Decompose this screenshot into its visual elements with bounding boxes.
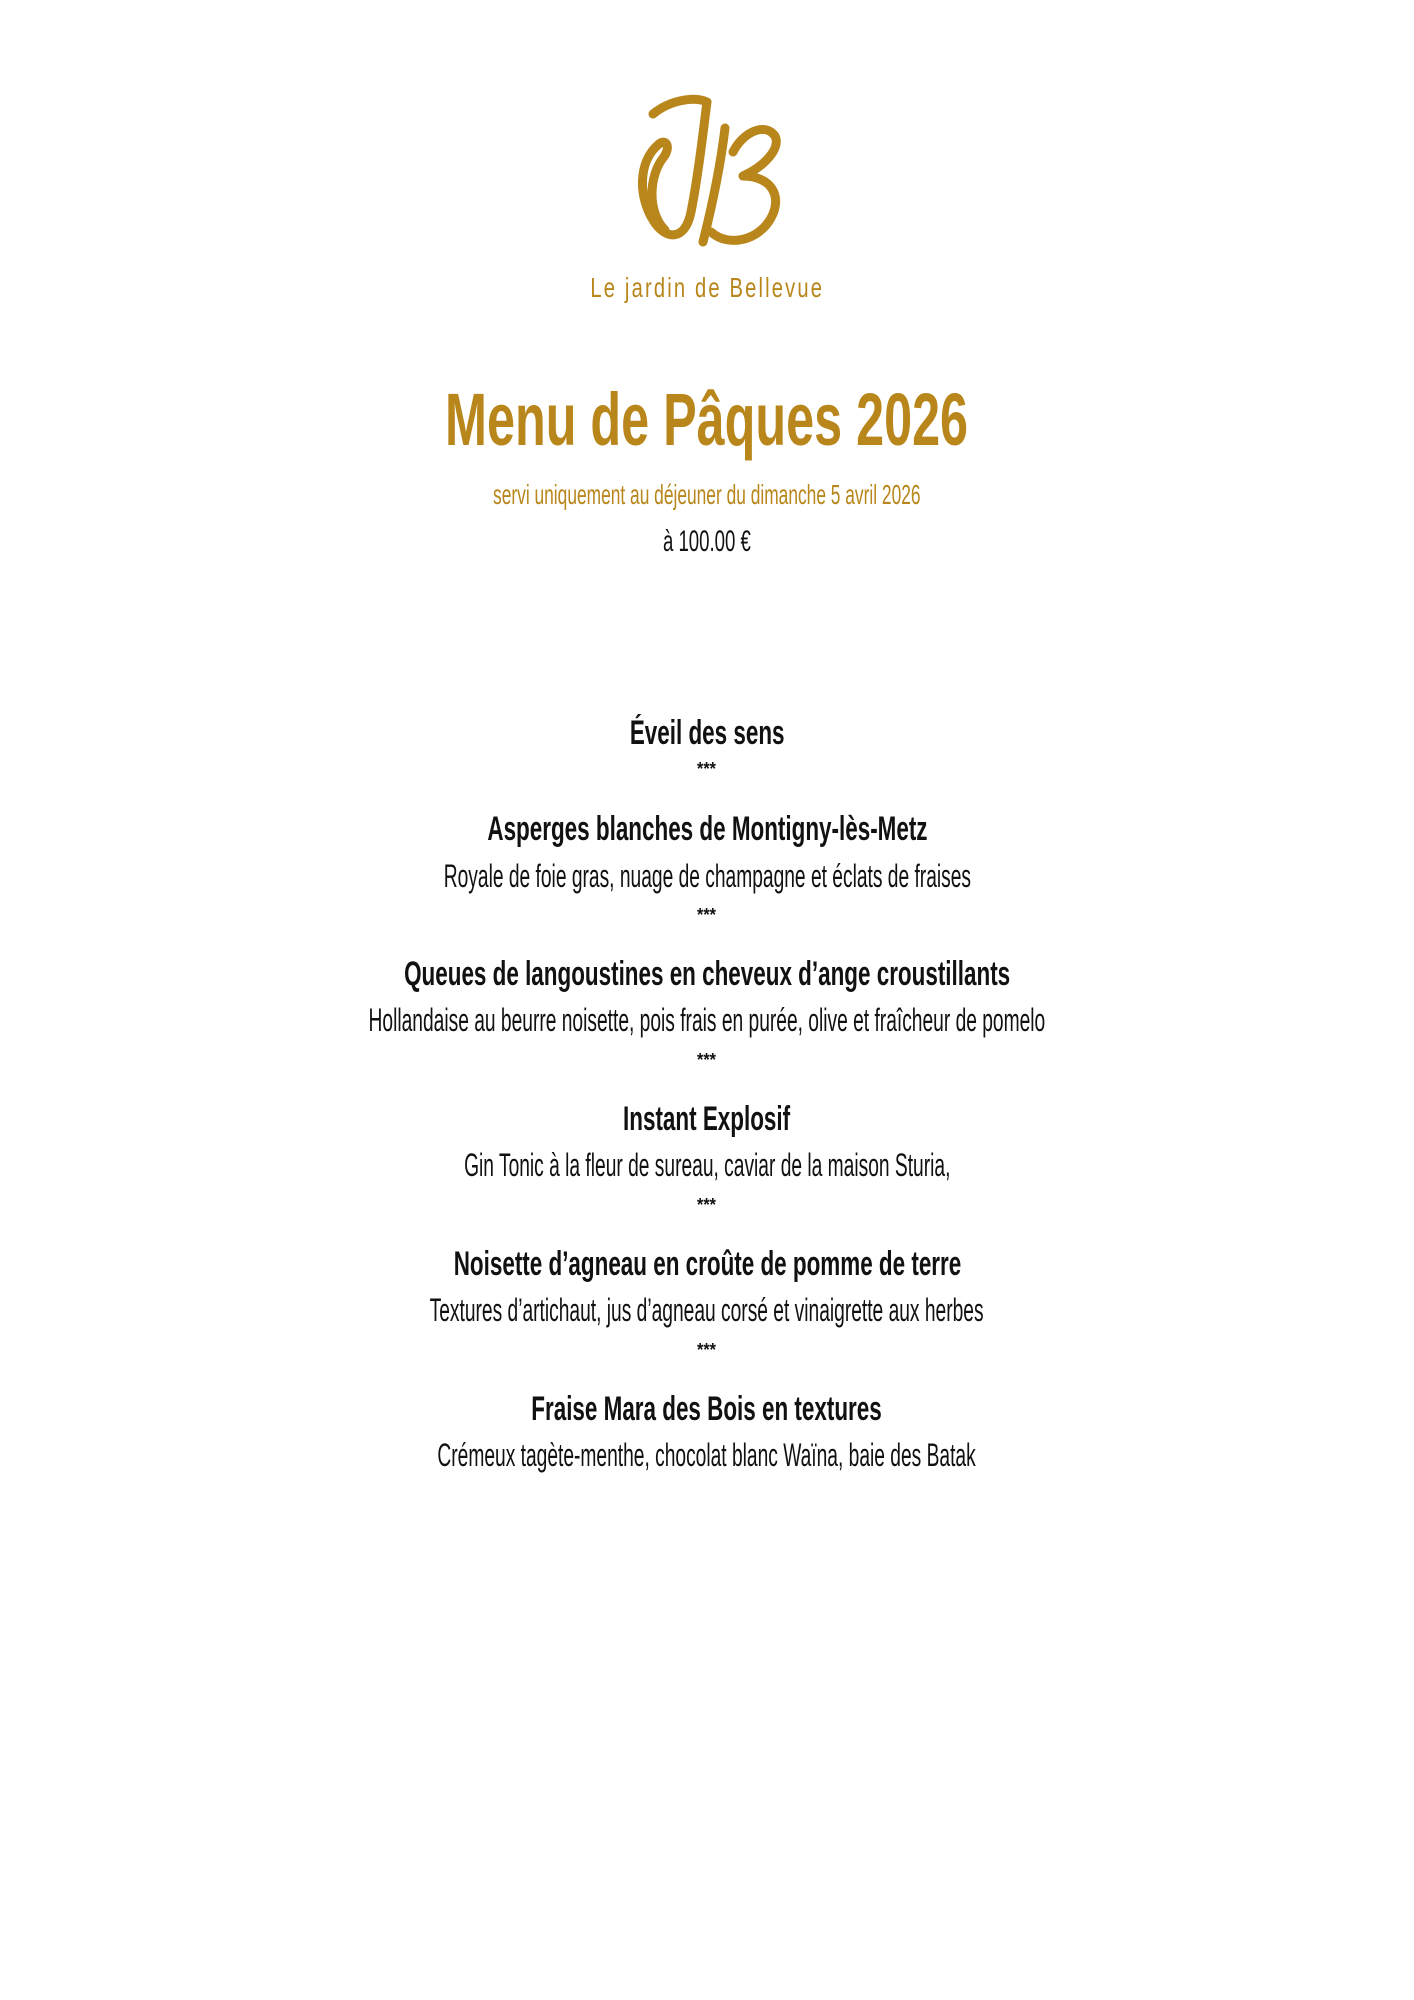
page-title: Menu de Pâques 2026 [445,378,969,461]
jb-monogram-logo-icon [625,92,795,262]
course-name: Asperges blanches de Montigny-lès-Metz [486,810,928,848]
course-separator: *** [697,1050,717,1070]
course-description: Crémeux tagète-menthe, chocolat blanc Waïna, baie des Batak [437,1437,977,1473]
course-description: Textures d’artichaut, jus d’agneau corsé et vinaigrette aux herbes [430,1292,984,1328]
course-description: Royale de foie gras, nuage de champagne et éclats de fraises [443,858,971,894]
course-name: Fraise Mara des Bois en textures [531,1390,883,1428]
course-separator: *** [697,1340,717,1360]
menu-price: à 100.00 € [663,525,751,558]
course-name: Queues de langoustines en cheveux d’ange croustillants [403,955,1011,993]
course-description: Gin Tonic à la fleur de sureau, caviar de la maison Sturia, [463,1147,951,1183]
course-separator: *** [697,1195,717,1215]
course-separator: *** [697,759,717,779]
service-note: servi uniquement au déjeuner du dimanche 5 avril 2026 [493,479,921,510]
course-name: Éveil des sens [629,714,785,752]
course-separator: *** [697,905,717,925]
course-description: Hollandaise au beurre noisette, pois frais en purée, olive et fraîcheur de pomelo [368,1002,1046,1038]
brand-name: Le jardin de Bellevue [590,272,824,303]
course-name: Instant Explosif [623,1100,791,1138]
course-name: Noisette d’agneau en croûte de pomme de terre [453,1245,961,1283]
